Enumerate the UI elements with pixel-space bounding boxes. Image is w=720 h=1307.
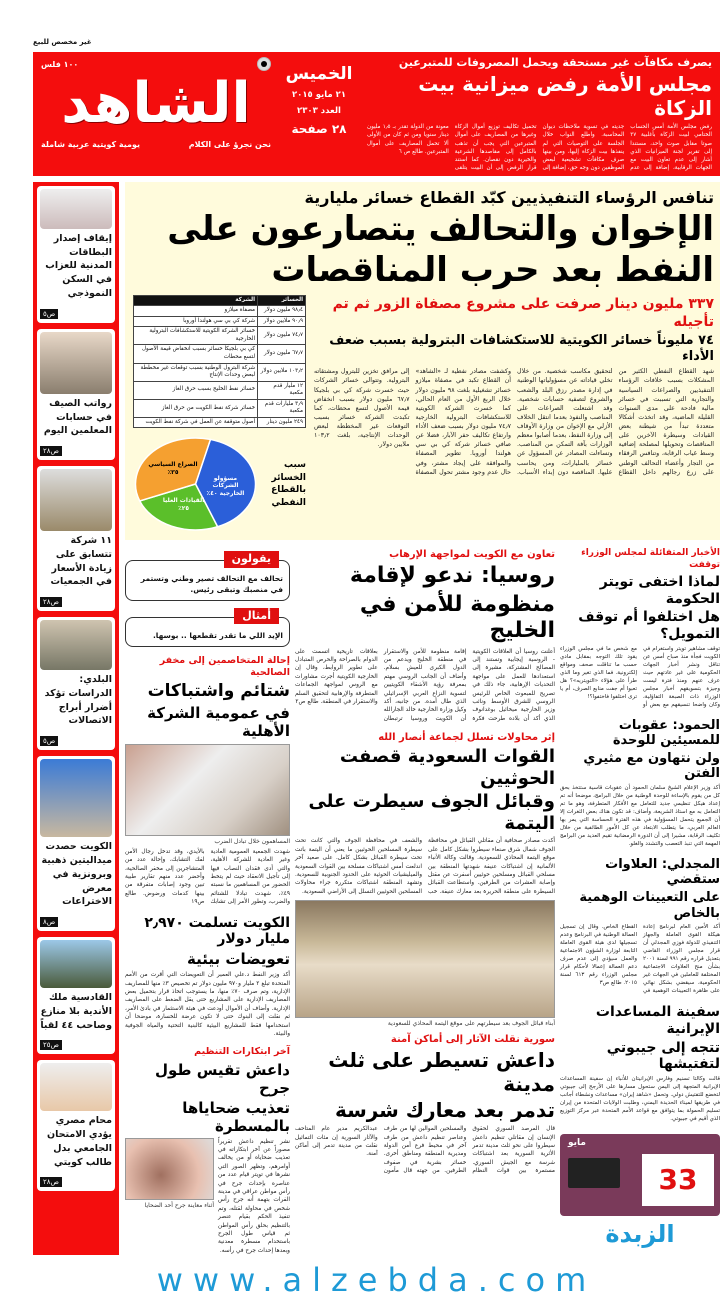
left-column <box>125 548 290 1255</box>
story-kicker: تعاون مع الكويت لمواجهة الإرهاب <box>389 549 555 561</box>
lead-headline: مجلس الأمة رفض ميزانية بيت الزكاة <box>418 72 712 121</box>
story-headline: الكويت تسلمت ٢٫٩٧٠ مليار دولار <box>144 914 290 948</box>
teaser-card[interactable] <box>37 466 115 611</box>
story-text: أكد وزير الإعلام الشيخ سلمان الحمود أن عقوبات قاسية ستتخذ بحق كل من يقوم بالإساءة للوحدة الوطنية من خلال البرامج، موضحا أنه تم إعداد هيكل تنظيمي جديد للتعامل مع الأفكار المتطرفة، وهو ما تم التعامل به مع استاذ الشريعة، وأضاف: قد تكون هناك بعض الثغرات إلا أن الجميع يتحمل المسؤولية في هذه الفترة الحساسة التي يمر بها العالم العربي، ما يتطلب الابتعاد عن كل الأمور الطائفية من خلال تكثيف الرقابة، مشيرا إلى أن الدورة الرمضانية تقيم العديد من البرامج المهمة التي تنبذ التعصب والتشدد والغلو. <box>560 785 720 847</box>
table-cell: ٢٤٩ مليون دينار <box>258 417 306 428</box>
page-ref: ص٢٥ <box>40 1040 62 1050</box>
table-cell: ٧٤٫٧ مليون دولار <box>258 327 306 345</box>
story-headline: شتائم واشتباكات <box>147 681 290 702</box>
story-text: أعلنت روسيا أن العلاقات الكويتية - الروسية إيجابية وتستند إلى المصالح المشتركة، مشيرة إلى استعدادها للعمل على مواجهة التحديات الإرهابية، جاء ذلك في تصريح للمبعوث الخاص للرئيس الروسي للشرق الأوسط ونائب وزير الخارجية ميخائيل بوغدانوف الذي أكد أن بلاده طرحت فكرة إقامة منظومة للأمن والاستقرار في منطقة الخليج ويدعم من الدول الكبرى للعيش بسلام. وأضاف أن الجانب الروسي مهتم بمعرفة رؤية الأشقاء الكويتيين لتسوية النزاع العربي الإسرائيلي الذي طال أمده. من جانبه، أكد وكيل وزارة الخارجية خالد الجارالله أن الكويت وروسيا ترتبطان بعلاقات تاريخية اتسمت على الدوام بالصراحة والحرص المتبادل على تطوير الروابط، وقال إن الخارجية الكويتية أجرت مشاورات مع الروس لمواجهة الجماعات المتطرفة والإرهابية لتحقيق السلم والاستقرار في المنطقة. طالع ص٢ <box>295 648 555 722</box>
teaser-title: إيقاف إصدار البطاقات المدنية للعزاب في السكن النموذجي <box>45 232 112 300</box>
photo-caption: أبناء قبائل الجوف بعد سيطرتهم على موقع اليتمة المحاذي للسعودية <box>387 1020 555 1028</box>
story-kicker: إثر محاولات تسلل لجماعة أنصار الله <box>378 732 555 744</box>
table-row <box>134 381 306 399</box>
teaser-title: القادسية ملك الأندية بلا منازع وصاحب ٤٤ لقباً <box>40 992 112 1031</box>
table-row <box>134 417 306 428</box>
page-ref: ص٢٨ <box>40 597 62 607</box>
issue-number: العدد ٢٣٠٣ <box>297 106 341 116</box>
teaser-title: البلدي: الدراسات تؤكد أضرار أبراج الاتصالات <box>44 674 112 727</box>
table-cell: خسائر نفط الخليج بسبب حرق الغاز <box>134 381 258 399</box>
right-column <box>560 548 720 1255</box>
table-row <box>134 345 306 363</box>
story-text: أكدت مصادر صحافية أن مقاتلي القبائل في محافظة الجوف شمال شرق صنعاء سيطروا بشكل كامل على موقع اليتمة المحاذي للسعودية. وقالت وكالة الأنباء الألمانية إن اشتباكات عنيفة شهدتها المنطقة بين مسلحي القبائل ومسلحين حوثيين أسفرت عن مقتل وإصابة العشرات من الطرفين. واستطاعت القبائل السيطرة على منطقة الحريرة بعد معارك عنيفة. خب والشعف في محافظة الجوف والتي كانت تحت سيطرة المسلحين الحوثيين ما يعني أن اليتمة باتت تحت سيطرة القبائل بشكل كامل. على صعيد آخر اندلعت أمس اشتباكات مسلحة بين القوات السعودية والميليشيات الحوثية على الحدود الجنوبية للسعودية. وتشهد المنطقة اشتباكات متكررة جراء محاولات المسلحين الحوثيين التسلل إلى الأراضي السعودية. <box>295 838 555 895</box>
eye-icon <box>257 57 271 71</box>
teaser-photo <box>40 1063 112 1111</box>
story-text: قالت وكالتا تسنيم وفارس الإيرانيتان للأنباء إن سفينة المساعدات الإيرانية المتجهة إلى اليمن ستحول مسارها على الأرجح إلى جيبوتي لتخضع للتفتيش دولي. وتحمل «شاهد إيران» مساعدات ونشطاء أجانب في طريقها لميناء الحديدة اليمني، وطلبت الولايات المتحدة من إيران تسليم الحمولة بما يتوافق مع قواعد الأمم المتحدة عبر مركز التوزيع الذي أقيم في جيبوتي. <box>560 1076 720 1122</box>
teaser-photo <box>40 332 112 394</box>
oil-feature <box>125 182 720 540</box>
ad-number: 33 <box>658 1162 698 1196</box>
issue-day: الخميس <box>285 64 353 84</box>
story-headline: تعذيب ضحاياها بالمسطرة <box>182 1098 290 1135</box>
table-row <box>134 327 306 345</box>
issue-info <box>279 56 359 172</box>
teaser-photo <box>40 940 112 988</box>
ruler-photo <box>125 1138 214 1200</box>
slogan: نحن نجرؤ على الكلام <box>188 140 271 150</box>
feature-headline: الإخوان والتحالف يتصارعون على النفط بعد حرب المناقصات <box>167 209 714 290</box>
losses-pie-chart <box>133 434 258 534</box>
story-text: نشر تنظيم داعش تقريراً مصوراً عن آخر ابتكاراته في تعذيب ضحاياه أو من يخالف أوامرهم، وتظهر الصور التي نشرها في تويتر قيام عدد من عناصره بإحداث جرح في رأس مواطن عراقي في مدينة الفرات بتهمة أنه جرح رأس شخص في محاولة لقتله، وتم تنفيذ الحكم بقيام عنصر بالتنظيم بحلق رأس المواطن ثم قياس طول الجرح باستخدام مسطرة معدنية وبعدها إحداث جرح في رأسه. <box>218 1138 290 1254</box>
page-ref: ص٥ <box>40 736 58 746</box>
table-cell: ٣٫٩ مليارات قدم مكعبة <box>258 399 306 417</box>
ad-page <box>642 1154 714 1206</box>
pie-label: الصراع السياسي ٣٥٪ <box>148 461 198 476</box>
table-cell: شركة البترول الوطنية بسبب توقعات غير مخططة لبعض وحدات الإنتاج <box>134 363 258 381</box>
story-text: قال المرصد السوري لحقوق الإنسان إن مقاتلي تنظيم داعش سيطروا على نحو ثلث مدينة تدمر الأثرية السورية بعد اشتباكات شرسة مع الجيش السوري. مستمرة بين قوات النظام والمسلحين الموالين لها من طرف وعناصر تنظيم داعش من طرف آخر في محيط فرع أمن الدولة ومديرية المنطقة ومناطق أخرى. خسائر بشرية في صفوف الطرفين. من جهته قال مأمون عبدالكريم مدير عام المتاحف والآثار السورية إن مئات التماثيل نقلت من مدينة تدمر إلى أماكن آمنة. <box>295 1126 555 1175</box>
teaser-title: محام مصري يؤدي الامتحان الجامعي بدل طالب كويتي <box>46 1115 112 1168</box>
teaser-title: ١١ شركة تتسابق على زيادة الأسعار في الجمعيات <box>50 535 112 588</box>
brawl-photo <box>125 744 290 836</box>
page-ref: ص٥ <box>40 309 58 319</box>
story-headline: روسيا: ندعو لإقامة <box>349 563 555 589</box>
story-headline: الحمود: عقوبات للمسيئين للوحدة <box>612 717 720 749</box>
quotes-text: تحالف مع التحالف تصير وطني وتستمر في منصبك وتبقى رئيس. <box>140 574 283 594</box>
story-headline: لماذا اختفى تويتر الحكومة <box>599 573 720 607</box>
table-row <box>134 316 306 327</box>
watermark: www.alzebda.com <box>156 1261 597 1300</box>
lead-story-text: رفض مجلس الأمة أمس الحساب الختامي لبيت الزكاة بأغلبية ٣٧ صوتا مقابل صوت واحد، مستندا إلى تقرير لجنة الميزانيات الذي أشار إلى عدم تعاون البيت مع الجهات الرقابية، إضافة إلى عدم جديته في تسوية ملاحظات ديوان المحاسبة. واطلع النواب خلال الجلسة على التوصيات التي لم ينفذها بيت الزكاة إليها، ومن بينها صرف مكافآت تشجيعية لبعض الموظفين دون وجه حق، إضافة إلى تحميل تكاليف توزيع أموال الزكاة وغيرها من المصاريف على أموال المتبرعين التي يجب أن تذهب بالكامل إلى مقاصدها الشرعية والخيرية دون نقصان. كما استند قرار الرفض إلى أن البيت يتلقى معونة من الدولة تقدر بـ ١٫٥ مليون دينار سنويا ومن ثم كان من الأولى ألا تحمل المصاريف على أموال المتبرعين. طالع ص ٦ <box>367 124 712 171</box>
quotes-box <box>125 552 290 600</box>
photo-caption: المساهمون خلال تبادل الضرب <box>214 837 290 845</box>
story-text: أكد الأمين العام لبرنامج إعادة هيكلة القوى العاملة والجهاز التنفيذي للدولة فوزي المجدلي أن قرار مجلس الوزراء القاضي بتعديل قراره رقم ٩٩١ لسنة ٢٠٠١ بشأن منح العلاوات الاجتماعية المختلفة للعاملين في الجهات غير الحكومية، سيقضي بشكل نهائي على ظاهرة التعيينات الوهمية في القطاع الخاص. وقال إن تسجيل العمالة الوطنية في البرنامج وعدم تسجيلها لدى هيئة القوى العاملة التابعة لوزارة الشؤون الاجتماعية والعمل سيؤدي إلى عدم صرف دعم العمالة إعمالا لأحكام قرار مجلس الوزراء رقم ٦١٣ لسنة ٢٠١٥. طالع ص٣ <box>560 924 720 994</box>
middle-column <box>295 548 555 1255</box>
table-row <box>134 363 306 381</box>
story-text: شهدت الجمعية العمومية العادية وغير العادية للشركة الأهلية، والتي أدى فقدان النصاب فيها إلى تأجيل الانعقاد حيث لم يتخط الحضور من المساهمين ما نسبته ٤٩٪، شهدت تبادلا للشتائم والضرب، وتطور الأمر إلى تشابك بالأيدي، وقد تدخل رجال الأمن لفك التشابك، وإحالة عدد من المتشاجرين إلى مخفر الصالحية، وأحضر عدد منهم تقارير طبية تبين وجود إصابات متفرقة من بينها كدمات ورضوض. طالع ص١٩ <box>125 848 290 906</box>
teaser-card[interactable] <box>37 329 115 460</box>
teaser-photo <box>40 189 112 229</box>
main-content <box>125 182 720 1255</box>
page-ref: ص٨ <box>40 917 58 927</box>
table-cell: ١٢ مليار قدم مكعبة <box>258 381 306 399</box>
story-headline: داعش تقيس طول جرح <box>154 1060 290 1097</box>
lead-kicker: يصرف مكافآت غير مستحقة ويحمل المصروفات للمتبرعين <box>398 56 712 69</box>
newspaper-logo: الشاهد <box>61 71 251 136</box>
calendar-ad[interactable] <box>560 1134 720 1216</box>
story-headline: هل اختلفوا أم توقف التمويل؟ <box>578 609 720 643</box>
table-cell: ٩٨٫٤ مليون دولار <box>258 306 306 317</box>
table-cell: مصفاة ميلازو <box>134 306 258 317</box>
table-row <box>134 399 306 417</box>
teaser-title: رواتب الصيف في حسابات المعلمين اليوم <box>43 397 112 437</box>
page-ref: ص٢٨ <box>40 1177 62 1187</box>
sidebar-teasers <box>33 182 119 1255</box>
laptop-icon <box>568 1158 620 1188</box>
story-headline: على التعيينات الوهمية بالخاص <box>579 890 720 921</box>
teaser-card[interactable] <box>37 756 115 931</box>
story-kicker: آخر ابتكارات التنظيم <box>194 1046 290 1058</box>
table-row <box>134 306 306 317</box>
story-headline: المجدلي: العلاوات ستقضي <box>605 856 720 888</box>
teaser-card[interactable] <box>37 617 115 750</box>
pie-label: القيادات العليا ٢٥٪ <box>162 497 205 512</box>
page-count: ٢٨ صفحة <box>291 122 347 136</box>
table-cell: ٩٠٫٩ ملايين دولار <box>258 316 306 327</box>
proverbs-label: أمثال <box>234 608 279 624</box>
lead-story <box>367 56 712 172</box>
table-cell: خسائر شركة نفط الكويت من حرق الغاز <box>134 399 258 417</box>
pie-title: سبب الخسائر بالقطاع النفطي <box>271 460 306 508</box>
teaser-card[interactable] <box>37 186 115 323</box>
pie-label: مسؤولو الشركات الخارجية ٤٠٪ <box>206 474 245 497</box>
story-headline: ولن نتهاون مع مثيري الفتن <box>583 750 720 782</box>
story-headline: سفينة المساعدات الإيرانية <box>595 1003 720 1037</box>
teaser-card[interactable] <box>37 1060 115 1191</box>
front-page <box>33 0 720 1307</box>
feature-subhead-red: ٣٣٧ مليون دينار صرفت على مشروع مصفاة الزور ثم تم تأجيله <box>332 295 714 330</box>
proverbs-box <box>125 608 290 647</box>
feature-subhead: ٧٤ مليوناً خسائر الكويتية للاستكشافات البترولية بسبب ضعف الأداء <box>329 333 714 364</box>
proverbs-text: الإيد اللي ما تقدر تقطعها .. بوسها. <box>152 630 283 640</box>
feature-text: شهد القطاع النفطي الكثير من المشكلات بسبب خلافات الرؤساء التنفيذيين والصراعات السياسية والتجارية التي تسببت في خسائر مالية فادحة على مدى السنوات القليلة الماضية، وقد اتخذت أشكالا متعددة تبدأ من شيطنة بعض القيادات وسيطرة الآخرين على المناقصات وتحويلها لمصلحة إضافية وسط غياب الرقابة، وتنافس الرفقاء من التجار وأعضاء التحالف الوطني على زرع رجالهم داخل القطاع لتحقيق مكاسب شخصية. من خلال تخلي قياداته عن مسؤولياتها الوطنية في إدارة مصدر رزق البلد والشعب والشروع لتصفية حسابات شخصية. وقد اشتعلت الصراعات على المناصب والنفوذ بعدما انتقل الخلاف الأزلي مع الإخوان من وزارة الأوقاف إلى وزارة النفط، بعدما أصابوا معظم الوزارات بآفة التمكن من المناصب. وتساءلت المصادر عن المسؤول عن خسائر بالمليارات، ومن يحاسب عليها. المناقصة دون إبداء الأسباب. وكشفت مصادر نفطية لـ «الشاهد» أن القطاع تكبد في مصفاة ميلازو خسائر تشغيلية بلغت ٩٨ مليون دولار خلال الربع الأول من العام الحالي، كما خسرت الشركة الكويتية للاستكشافات البترولية الخارجية ٧٤٫٧ مليون دولار بسبب ضعف الأداء وارتفاع تكاليف حفر الآبار، فضلا عن صافي خسائر شركة كي بي سي هولندا أوروبا. تطوير المصفاة والموافقة على إيجاد مشتر، وفي حال عدم وجود مشتر تحول المصفاة إلى مرافق تخزين للبترول ومشتقاته البترولية. وتتوالى خسائر الشركات حيث خسرت شركة كي بي بلجيكا ٦٧٫٧ مليون دولار بسبب انخفاض قيمة الأصول لتسع محطات، كما تكبدت الشركة خسائر بسبب التوقعات غير المخططة لبعض الوحدات الإنتاجية، بلغت ١٠٣٫٢ ملايين دولار. <box>314 368 714 476</box>
col-header: الشركة <box>134 295 258 306</box>
teaser-photo <box>40 759 112 837</box>
slogan-daily: يومية كويتية عربية شاملة <box>41 140 141 150</box>
table-cell: ٦٧٫٧ مليون دولار <box>258 345 306 363</box>
story-headline: في عمومية الشركة الأهلية <box>147 703 290 740</box>
col-header: الخسائر <box>258 295 306 306</box>
story-headline: تدمر بعد معارك شرسة <box>334 1098 555 1123</box>
teaser-title: الكويت حصدت ميداليتين ذهبية وبرونزية في معرض الاختراعات <box>41 841 112 908</box>
logo-block <box>41 56 271 172</box>
story-kicker: الأخبار المتفائلة لمجلس الوزراء توقفت <box>581 548 720 571</box>
story-headline: القوات السعودية قصفت الحوثيين <box>339 746 555 789</box>
feature-kicker: تنافس الرؤساء التنفيذيين كبّد القطاع خسائر مليارية <box>304 187 714 207</box>
table-cell: أصول متوقفة عن العمل في شركة نفط الكويت <box>134 417 258 428</box>
story-headline: تتجه إلى جيبوتي لتفتيشها <box>606 1039 720 1073</box>
story-headline: وقبائل الجوف سيطرت على اليتمة <box>308 791 555 834</box>
table-cell: خسائر الشركة الكويتية للاستكشافات البترولية الخارجية <box>134 327 258 345</box>
story-headline: تعويضات بيئية <box>187 950 290 969</box>
alzebda-logo: الزبدة <box>605 1219 675 1248</box>
ad-month: مايو <box>568 1137 586 1148</box>
story-kicker: إحالة المتخاصمين إلى مخفر الصالحية <box>159 654 290 679</box>
table-cell: كي بي بلجيكا خسائر بسبب انخفاض قيمة الأصول لتسع محطات <box>134 345 258 363</box>
not-for-sale-note: غير مخصص للبيع <box>33 38 92 46</box>
story-kicker: سورية نقلت الآثار إلى أماكن آمنة <box>390 1034 555 1046</box>
table-cell: ١٠٣٫٢ ملايين دولار <box>258 363 306 381</box>
page-ref: ص٢٨ <box>40 446 62 456</box>
story-headline: داعش تسيطر على ثلث مدينة <box>328 1048 555 1097</box>
price: ١٠٠ فلس <box>41 59 79 69</box>
teaser-photo <box>40 469 112 531</box>
losses-table <box>133 295 306 429</box>
tribes-photo <box>295 900 555 1018</box>
photo-caption: أثناء معاينة جرح أحد الضحايا <box>144 1201 214 1209</box>
teaser-card[interactable] <box>37 937 115 1054</box>
story-headline: منظومة للأمن في الخليج <box>359 591 555 644</box>
masthead <box>33 52 720 176</box>
quotes-label: يقولون <box>224 551 279 567</box>
table-cell: شركة كي بي سي هولندا أوروبا <box>134 316 258 327</box>
issue-date: ٢١ مايو ٢٠١٥ <box>291 90 347 100</box>
teaser-photo <box>40 620 112 670</box>
story-text: أكد وزير النفط د.علي العمير أن التعويضات التي أقرت من الأمم المتحدة تبلغ ٢ مليار و٩٧٠ مليون دولار تم تخصيص ٣٪ منها للمصاريف الإدارية، وتم صرف ٧٠٪ منها، ما يستوجب اتخاذ قرار بتحميل بعض المصاريف الإدارية على المشاريع حتى يقل الضغط على المصاريف الإدارية. وأضاف أن الأموال أودعت في هيئة الاستثمار في بادئ الأمر، ثم نقلت إلى البنوك حتى لا تكون عرضة للخسارة، موضحا أن استخدامها فقط للمشاريع البيئية كالبنية التحتية والمياه الجوفية والبيئة. <box>125 972 291 1037</box>
story-text: توقف مشاهير تويتر واستغرام في الكويت فجأة منذ صباح أمس عن تناقل ونشر أخبار الجهات الحكومية على غير عادتهم حيث عرف عنهم ومنذ فترة ليست وجيزة بتسويقهم أخبار مجلس الوزراء ذات الصبغة التفاؤلية، وكان واضحا تنسيقهم مع بعض أو مع شخص ما في مجلس الوزراء يقود تلك التوجه بمقابل مادي حسب ما تناقلت صحف ومواقع إلكترونية. فما الذي تغير وما الذي طرأ على هؤلاء «التويتريه»؟ هل تعبوا أم جفت منابع الصرف، أم يا ترى اختلفوا فاختفوا؟! <box>560 645 720 708</box>
